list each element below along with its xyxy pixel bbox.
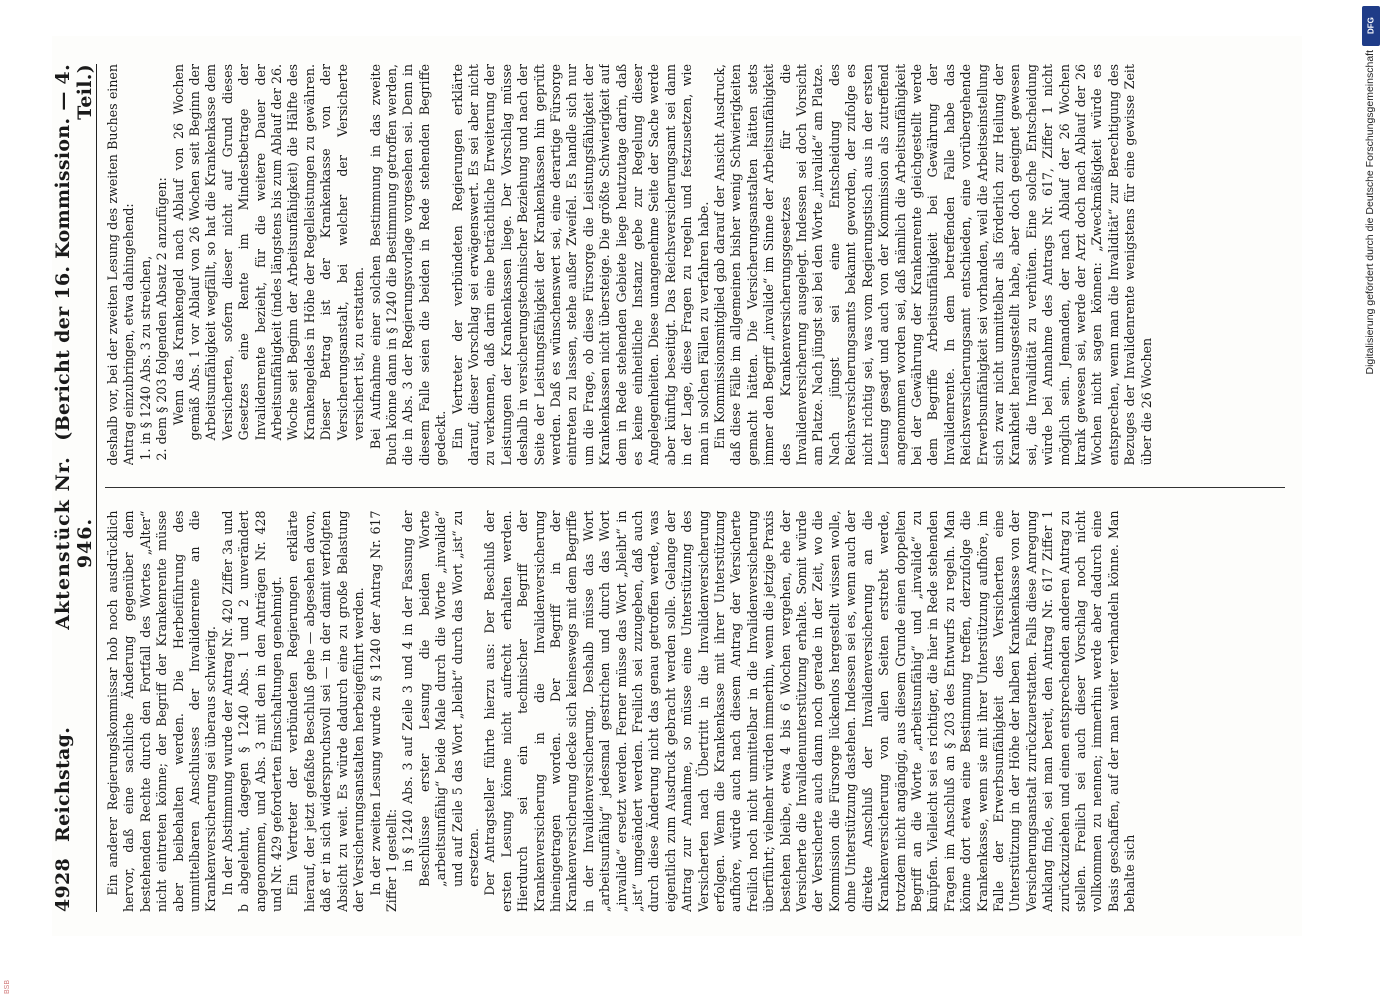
paragraph: Bei Aufnahme einer solchen Bestimmung in das zweite Buch könne dann in § 1240 die Bestimmung getroffen werden, die in Abs. 3 der Regierungsvorlage vorgesehen sei. Denn in diesem Falle seien die beiden in Rede stehenden Begriffe gedeckt.	[367, 64, 449, 466]
text-columns	[105, 64, 1285, 912]
paragraph: In der Abstimmung wurde der Antrag Nr. 420 Ziffer 3a und b abgelehnt, dagegen § 1240 Abs. 1 und 2 unverändert angenommen, und Abs. 3 mit den in den Anträgen Nr. 428 und Nr. 429 geforderten Einschaltungen genehmigt.	[219, 510, 285, 912]
paragraph: Ein anderer Regierungskommissar hob noch ausdrücklich hervor, daß eine sachliche Änderung gegenüber dem bestehenden Rechte durch den Fortfall des Wortes „Alter“ nicht eintreten könne; der Begriff der Krankenrente müsse aber beibehalten werden. Die Herbeiführung des unmittelbaren Anschlusses der Invalidenrente an die Krankenversicherung sei überaus schwierig.	[105, 510, 219, 912]
page-header	[52, 64, 97, 912]
paragraph: deshalb vor, bei der zweiten Lesung des zweiten Buches einen Antrag einzubringen, etwa dahingehend:	[105, 64, 137, 466]
header-right: (Bericht der 16. Kommission. — 4. Teil.)	[52, 64, 96, 441]
column-divider	[105, 488, 1285, 489]
credit-text: Digitalisierung gefördert durch die Deutsche Forschungsgemeinschaft	[1364, 50, 1376, 375]
list-item: 2. dem § 203 folgenden Absatz 2 anzufügen:	[154, 177, 170, 461]
quoted-motion: in § 1240 Abs. 3 auf Zeile 3 und 4 in der Fassung der Beschlüsse erster Lesung die beiden Worte „arbeitsunfähig“ beide Male durch die Worte „invalide“ und auf Zeile 5 das Wort „bleibt“ durch das Wort „ist“ zu ersetzen.	[400, 510, 481, 887]
digitization-credit	[1360, 50, 1380, 950]
header-left: Reichstag.	[52, 726, 74, 842]
paragraph: In der zweiten Lesung wurde zu § 1240 der Antrag Nr. 617 Ziffer 1 gestellt:	[367, 510, 399, 912]
header-title: Aktenstück Nr. 946.	[52, 456, 96, 630]
list-item: 1. in § 1240 Abs. 3 zu streichen,	[137, 255, 153, 461]
library-mark: BSB	[4, 979, 11, 994]
scanned-page	[52, 36, 1302, 936]
paragraph: Ein Vertreter der verbündeten Regierungen erklärte hierauf, der jetzt gefaßte Beschluß gehe — abgesehen davon, daß er in sich widerspruchsvoll sei — in der damit verfolgten Absicht zu weit. Es würde dadurch eine zu große Belastung der Versicherungsanstalten herbeigeführt werden.	[285, 510, 367, 912]
quoted-provision: Wenn das Krankengeld nach Ablauf von 26 Wochen gemäß Abs. 1 vor Ablauf von 26 Wochen seit Beginn der Arbeitsunfähigkeit wegfällt, so hat die Krankenkasse dem Versicherten, sofern dieser nicht auf Grund dieses Gesetzes eine Rente im Mindestbetrage der Invalidenrente bezieht, für die weitere Dauer der Arbeitsunfähigkeit (indes längstens bis zum Ablauf der 26. Woche seit Beginn der Arbeitsunfähigkeit) die Hälfte des Krankengeldes in Höhe der Regelleistungen zu gewähren. Dieser Betrag ist der Krankenkasse von der Versicherungsanstalt, bei welcher der Versicherte versichert ist, zu erstatten.	[170, 64, 367, 441]
paragraph: Ein Vertreter der verbündeten Regierungen erklärte darauf, dieser Vorschlag sei erwägenswert. Es sei aber nicht zu verkennen, daß darin eine beträchtliche Erweiterung der Leistungen der Krankenkassen liege. Der Vorschlag müsse deshalb in versicherungstechnischer Beziehung und nach der Seite der Leistungsfähigkeit der Krankenkassen hin geprüft werden. Daß es wünschenswert sei, eine derartige Fürsorge eintreten zu lassen, stehe außer Zweifel. Es handle sich nur um die Frage, ob diese Fürsorge die Leistungsfähigkeit der Krankenkassen nicht übersteige. Die größte Schwierigkeit auf dem in Rede stehenden Gebiete liege heutzutage darin, daß es keine einheitliche Instanz gebe zur Regelung dieser Angelegenheiten. Diese unangenehme Seite der Sache werde aber künftig beseitigt. Das Reichsversicherungsamt sei dann in der Lage, diese Fragen zu regeln und festzusetzen, wie man in solchen Fällen zu verfahren habe.	[449, 64, 711, 466]
paragraph: Der Antragsteller führte hierzu aus: Der Beschluß der ersten Lesung könne nicht aufrecht erhalten werden. Hierdurch sei ein technischer Begriff der Krankenversicherung in die Invalidenversicherung hineingetragen worden. Der Begriff in der Krankenversicherung decke sich keineswegs mit dem Begriffe in der Invalidenversicherung. Deshalb müsse das Wort „arbeitsunfähig“ jedesmal gestrichen und durch das Wort „invalide“ ersetzt werden. Ferner müsse das Wort „bleibt“ in „ist“ umgeändert werden. Freilich sei zuzugeben, daß auch durch diese Änderung nicht das genau getroffen werde, was eigentlich zum Ausdruck gebracht werden solle. Gelange der Antrag zur Annahme, so müsse eine Unterstützung des Versicherten nach Übertritt in die Invalidenversicherung erfolgen. Wenn die Krankenkasse mit ihrer Unterstützung aufhöre, würde auch nach diesem Antrag der Versicherte freilich noch nicht unmittelbar in die Invalidenversicherung überführt; vielmehr würden immerhin, wenn die jetzige Praxis bestehen bleibe, etwa 4 bis 6 Wochen vergehen, ehe der Versicherte die Invalidenunterstützung erhalte. Somit würde der Versicherte auch dann noch gerade in der Zeit, wo die Kommission die Fürsorge lückenlos hergestellt wissen wolle, ohne Unterstützung dastehen. Indessen sei es, wenn auch der direkte Anschluß der Invalidenversicherung an die Krankenversicherung von allen Seiten erstrebt werde, trotzdem nicht angängig, aus diesem Grunde einen doppelten Begriff an die Worte „arbeitsunfähig“ und „invalide“ zu knüpfen. Vielleicht sei es richtiger, die hier in Rede stehenden Fragen im Anschluß an § 203 des Entwurfs zu regeln. Man könne dort etwa eine Bestimmung treffen, derzufolge die Krankenkasse, wenn sie mit ihrer Unterstützung aufhöre, im Falle der Erwerbsunfähigkeit des Versicherten eine Unterstützung in der Höhe der halben Krankenkasse von der Versicherungsanstalt zurückzuerstatten. Falls diese Anregung Anklang finde, sei man bereit, den Antrag Nr. 617 Ziffer 1 zurückzuziehen und einen entsprechenden anderen Antrag zu stellen. Freilich sei auch dieser Vorschlag noch nicht vollkommen zu nennen; immerhin werde aber dadurch eine Basis geschaffen, auf der man weiter verhandeln könne. Man behalte sich	[482, 510, 1138, 912]
paragraph: Ein Kommissionsmitglied gab darauf der Ansicht Ausdruck, daß diese Fälle im allgemeinen bisher wenig Schwierigkeiten gemacht hätten. Die Versicherungsanstalten hätten stets immer den Begriff „invalide“ im Sinne der Arbeitsunfähigkeit des Krankenversicherungsgesetzes für die Invalidenversicherung ausgelegt. Indessen sei doch Vorsicht am Platze. Nach jüngst sei bei den Worte „invalide“ am Platze. Nach jüngst sei eine Entscheidung des Reichsversicherungsamts bekannt geworden, der zufolge es nicht richtig sei, was vom Regierungstisch aus in der ersten Lesung gesagt und auch von der Kommission als zutreffend angenommen worden sei, daß nämlich die Arbeitsunfähigkeit bei der Gewährung der Krankenrente gleichgestellt werde dem Begriffe Arbeitsunfähigkeit bei Gewährung der Invalidenrente. In dem betreffenden Falle habe das Reichsversicherungsamt entschieden, eine vorübergehende Erwerbsunfähigkeit sei vorhanden, weil die Arbeitseinstellung sich zwar nicht unmittelbar als förderlich zur Heilung der Krankheit herausgestellt habe, aber doch geeignet gewesen sei, die Invalidität zu verhüten. Eine solche Entscheidung würde bei Annahme des Antrags Nr. 617, Ziffer 1 nicht möglich sein. Jemanden, der nach Ablauf der 26 Wochen krank gewesen sei, werde der Arzt doch nach Ablauf der 26 Wochen nicht sagen können: „Zweckmäßigkeit würde es entsprechen, wenn man die Invalidität“ zur Berechtigung des Bezuges der Invalidenrente wenigstens für eine gewisse Zeit über die 26 Wochen	[712, 64, 1154, 466]
column-right	[105, 64, 1285, 466]
dfg-logo: DFG	[1362, 6, 1380, 46]
page-number: 4928	[52, 857, 74, 912]
column-left	[105, 511, 1285, 913]
